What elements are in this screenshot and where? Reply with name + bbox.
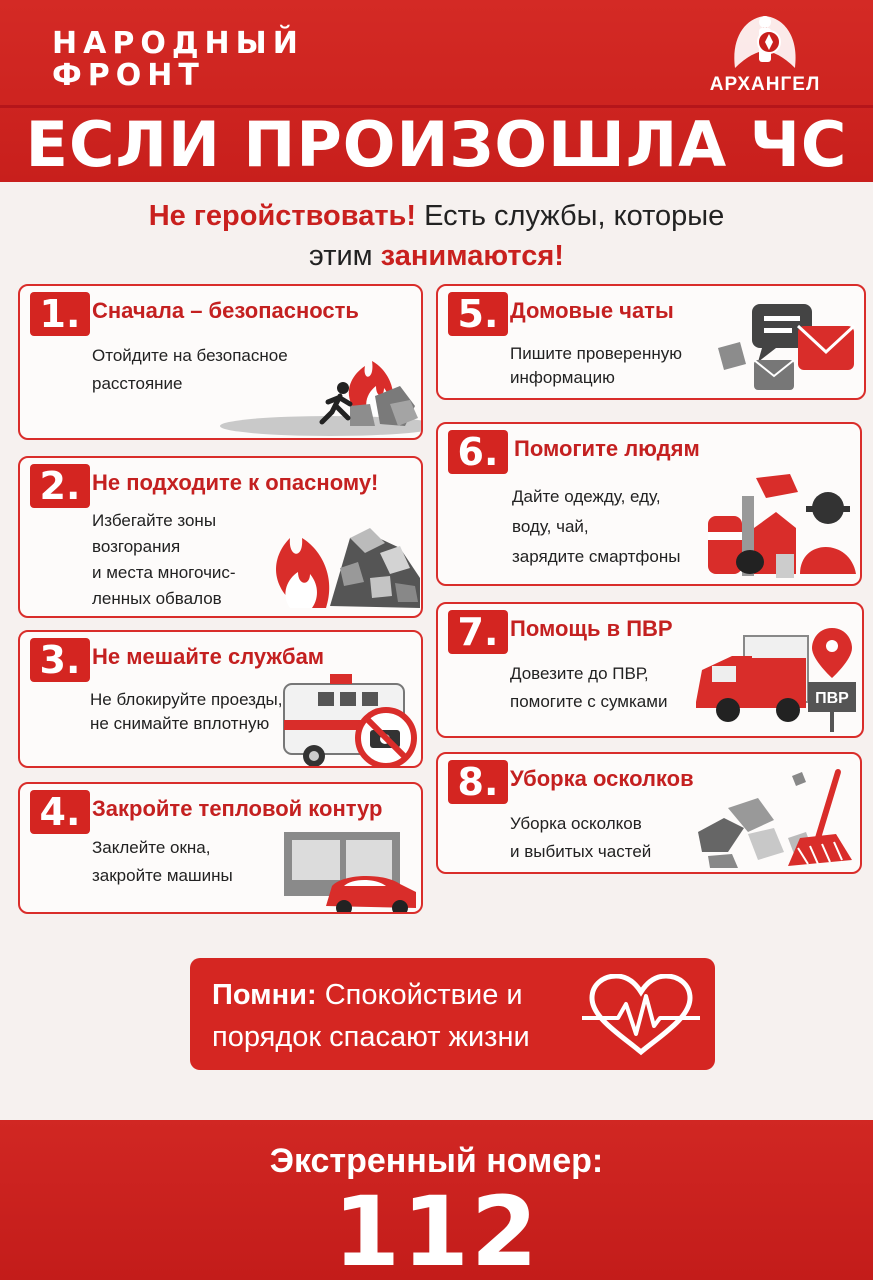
angel-emblem-icon bbox=[725, 8, 805, 78]
broom-debris-icon bbox=[688, 768, 860, 872]
subtitle-text-1: Есть службы, которые bbox=[416, 200, 725, 232]
truck-pin-icon bbox=[692, 622, 862, 734]
tip-text-line: возгорания bbox=[92, 537, 181, 556]
tip-text-line: информацию bbox=[510, 368, 615, 387]
tip-text bbox=[510, 810, 651, 866]
arkhangel-name: АРХАНГЕЛ bbox=[709, 74, 821, 95]
fire-rubble-icon bbox=[240, 498, 422, 616]
reminder-label: Помни: bbox=[212, 979, 317, 1011]
tip-text-line: и выбитых частей bbox=[510, 842, 652, 861]
tip-number: 6. bbox=[448, 430, 508, 474]
tip-text-line: Дайте одежду, еду, bbox=[512, 487, 661, 506]
tip-number: 3. bbox=[30, 638, 90, 682]
tip-card-4 bbox=[18, 782, 423, 914]
tip-text-line: Заклейте окна, bbox=[92, 838, 211, 857]
tip-text-line: расстояние bbox=[92, 374, 183, 393]
tip-text bbox=[510, 660, 667, 716]
tip-card-8 bbox=[436, 752, 862, 874]
tip-title: Не мешайте службам bbox=[92, 644, 325, 669]
tip-text bbox=[512, 482, 680, 572]
tip-title: Не подходите к опасному! bbox=[92, 470, 379, 495]
tip-card-1 bbox=[18, 284, 423, 440]
tip-text bbox=[90, 688, 282, 736]
page-title: ЕСЛИ ПРОИЗОШЛА ЧС bbox=[25, 108, 848, 181]
subtitle-emphasis: занимаются! bbox=[380, 240, 564, 272]
chat-bubbles-icon bbox=[710, 296, 860, 398]
tip-number: 5. bbox=[448, 292, 508, 336]
tip-text bbox=[92, 834, 233, 890]
logo-line-2: ФРОНТ bbox=[52, 58, 205, 93]
tip-text-line: Довезите до ПВР, bbox=[510, 664, 649, 683]
tip-title: Закройте тепловой контур bbox=[92, 796, 383, 821]
heart-pulse-icon bbox=[582, 974, 700, 1058]
tip-number: 8. bbox=[448, 760, 508, 804]
tip-text bbox=[510, 342, 682, 390]
reminder-line-2: порядок спасают жизни bbox=[212, 1021, 530, 1053]
tip-text-line: Пишите проверенную bbox=[510, 344, 682, 363]
tip-text bbox=[92, 508, 236, 612]
pvr-sign-label: ПВР bbox=[815, 690, 849, 707]
arkhangel-logo bbox=[700, 8, 830, 108]
supplies-icon bbox=[700, 468, 860, 582]
tip-number: 4. bbox=[30, 790, 90, 834]
emergency-footer bbox=[0, 1120, 873, 1280]
tip-title: Сначала – безопасность bbox=[92, 298, 359, 323]
tip-card-2 bbox=[18, 456, 423, 618]
tip-title: Домовые чаты bbox=[510, 298, 674, 323]
tip-title: Помогите людям bbox=[514, 436, 700, 461]
tip-text-line: зарядите смартфоны bbox=[512, 547, 681, 566]
tip-number: 2. bbox=[30, 464, 90, 508]
fire-runner-icon bbox=[210, 326, 422, 438]
reminder-line-1: Спокойствие и bbox=[316, 979, 523, 1011]
subtitle-warning: Не геройствовать! bbox=[148, 200, 417, 232]
tip-text-line: помогите с сумками bbox=[510, 692, 668, 711]
tip-text-line: не снимайте вплотную bbox=[90, 714, 270, 733]
tip-card-6 bbox=[436, 422, 862, 586]
tip-number: 7. bbox=[448, 610, 508, 654]
tip-text-line: воду, чай, bbox=[512, 517, 589, 536]
reminder-box bbox=[190, 958, 715, 1070]
tip-card-5 bbox=[436, 284, 866, 400]
subtitle bbox=[40, 196, 833, 276]
tip-text-line: Уборка осколков bbox=[510, 814, 642, 833]
ambulance-no-camera-icon bbox=[278, 668, 423, 768]
tip-text-line: ленных обвалов bbox=[92, 589, 222, 608]
tip-number: 1. bbox=[30, 292, 90, 336]
tip-card-7 bbox=[436, 602, 864, 738]
tip-title: Помощь в ПВР bbox=[510, 616, 673, 641]
emergency-label: Экстренный номер: bbox=[269, 1142, 604, 1180]
tip-text-line: закройте машины bbox=[92, 866, 233, 885]
tip-title: Уборка осколков bbox=[510, 766, 694, 791]
tip-text-line: и места многочис- bbox=[92, 563, 236, 582]
window-car-icon bbox=[282, 828, 423, 914]
tip-text-line: Отойдите на безопасное bbox=[92, 346, 288, 365]
subtitle-text-2: этим bbox=[309, 240, 381, 272]
emergency-number: 112 bbox=[333, 1176, 540, 1280]
tip-text-line: Избегайте зоны bbox=[92, 511, 217, 530]
header-banner bbox=[0, 0, 873, 182]
narodny-front-logo bbox=[52, 28, 304, 92]
logo-line-1: НАРОДНЫЙ bbox=[52, 26, 304, 61]
tip-card-3 bbox=[18, 630, 423, 768]
tip-text-line: Не блокируйте проезды, bbox=[90, 690, 283, 709]
reminder-text bbox=[212, 974, 530, 1058]
